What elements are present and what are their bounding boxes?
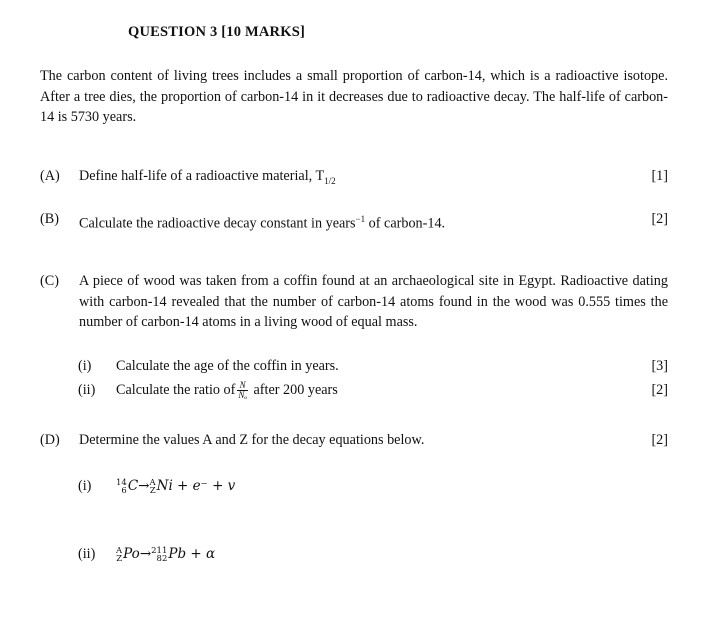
part-c-ii-marks: [2] <box>651 382 668 398</box>
part-c <box>40 271 668 335</box>
inverse-year-superscript: −1 <box>355 214 366 224</box>
part-d-label: (D) <box>40 432 60 448</box>
part-c-i-marks: [3] <box>651 358 668 374</box>
question-intro: The carbon content of living trees includes a small proportion of carbon-14, which is a radioactive isotope. After a tree dies, the proportion of carbon-14 in it decreases due to radioactive decay. The half-life of carbon-14 is 5730 years. <box>40 68 668 125</box>
part-c-ii-text: Calculate the ratio of $\frac{N}{\text{Nₒ}}$ after 200 years <box>116 380 338 401</box>
part-d-marks: [2] <box>651 432 668 448</box>
part-c-label: (C) <box>40 273 59 289</box>
part-c-text: A piece of wood was taken from a coffin found at an archaeological site in Egypt. Radioactive dating with carbon-14 revealed that the number of carbon-14 atoms found in the wood was 0.555 times the number of carbon-14 atoms in a living wood of equal mass. <box>79 273 668 330</box>
part-a-text: Define half-life of a radioactive material, $T_{1/2}$ <box>79 168 336 186</box>
part-a-label: (A) <box>40 168 60 184</box>
part-c-i-text: Calculate the age of the coffin in years. <box>116 358 339 374</box>
half-life-subscript: 1/2 <box>324 175 336 186</box>
part-a-marks: [1] <box>651 168 668 184</box>
part-b-label: (B) <box>40 211 59 227</box>
decay-equation-1: 14 6 C→ A Z Ni + e⁻ + v <box>116 477 236 496</box>
part-b-text: Calculate the radioactive decay constant in years$^{-1}$ of carbon-14. <box>79 214 446 232</box>
part-d-i-label: (i) <box>78 478 92 494</box>
question-title: QUESTION 3 [10 MARKS] <box>128 24 306 40</box>
part-c-ii-label: (ii) <box>78 382 96 398</box>
decay-equation-2: A Z Po→ 211 82 Pb + α <box>116 545 216 564</box>
part-b-marks: [2] <box>651 211 668 227</box>
ratio-fraction: $\frac{N}{\text{Nₒ}}$ <box>238 380 247 401</box>
part-d-ii-label: (ii) <box>78 546 96 562</box>
part-d-text: Determine the values A and Z for the decay equations below. <box>79 432 425 448</box>
part-c-i-label: (i) <box>78 358 92 374</box>
